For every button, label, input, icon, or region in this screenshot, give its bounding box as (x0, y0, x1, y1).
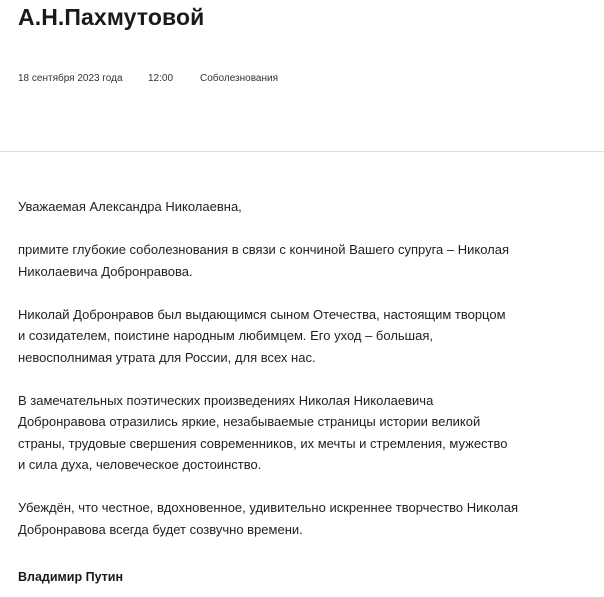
letter-paragraph-1 (18, 239, 578, 282)
letter-paragraph-2 (18, 304, 578, 369)
page-title: А.Н.Пахмутовой (18, 4, 205, 30)
letter-body (18, 196, 578, 562)
letter-line: и созидателем, поистине народным любимцем. Его уход – большая, (18, 328, 433, 343)
publish-date: 18 сентября 2023 года (18, 73, 123, 84)
letter-line: Добронравова всегда будет созвучно времени. (18, 521, 303, 537)
rubric-link[interactable]: Соболезнования (200, 73, 278, 84)
signature: Владимир Путин (18, 570, 124, 584)
letter-paragraph-3 (18, 390, 578, 476)
letter-greeting: Уважаемая Александра Николаевна, (18, 199, 242, 214)
header-divider (0, 151, 604, 152)
letter-line: Убеждён, что честное, вдохновенное, удивительно искреннее творчество Николая (18, 500, 519, 515)
letter-line: Николаевича Добронравова. (18, 263, 193, 279)
letter-line: и сила духа, человеческое достоинство. (18, 457, 262, 472)
letter-line: Добронравова отразились яркие, незабываемые страницы истории великой (18, 414, 481, 429)
letter-line: примите глубокие соболезнования в связи с кончиной Вашего супруга – Николая (18, 242, 510, 257)
letter-line: страны, трудовые свершения современников, их мечты и стремления, мужество (18, 435, 508, 451)
publish-time: 12:00 (148, 73, 174, 84)
letter-line: Николай Добронравов был выдающимся сыном Отечества, настоящим творцом (18, 306, 506, 322)
letter-line: В замечательных поэтических произведениях Николая Николаевича (18, 392, 434, 408)
letter-paragraph-4 (18, 497, 578, 540)
letter-line: невосполнимая утрата для России, для всех нас. (18, 349, 316, 365)
